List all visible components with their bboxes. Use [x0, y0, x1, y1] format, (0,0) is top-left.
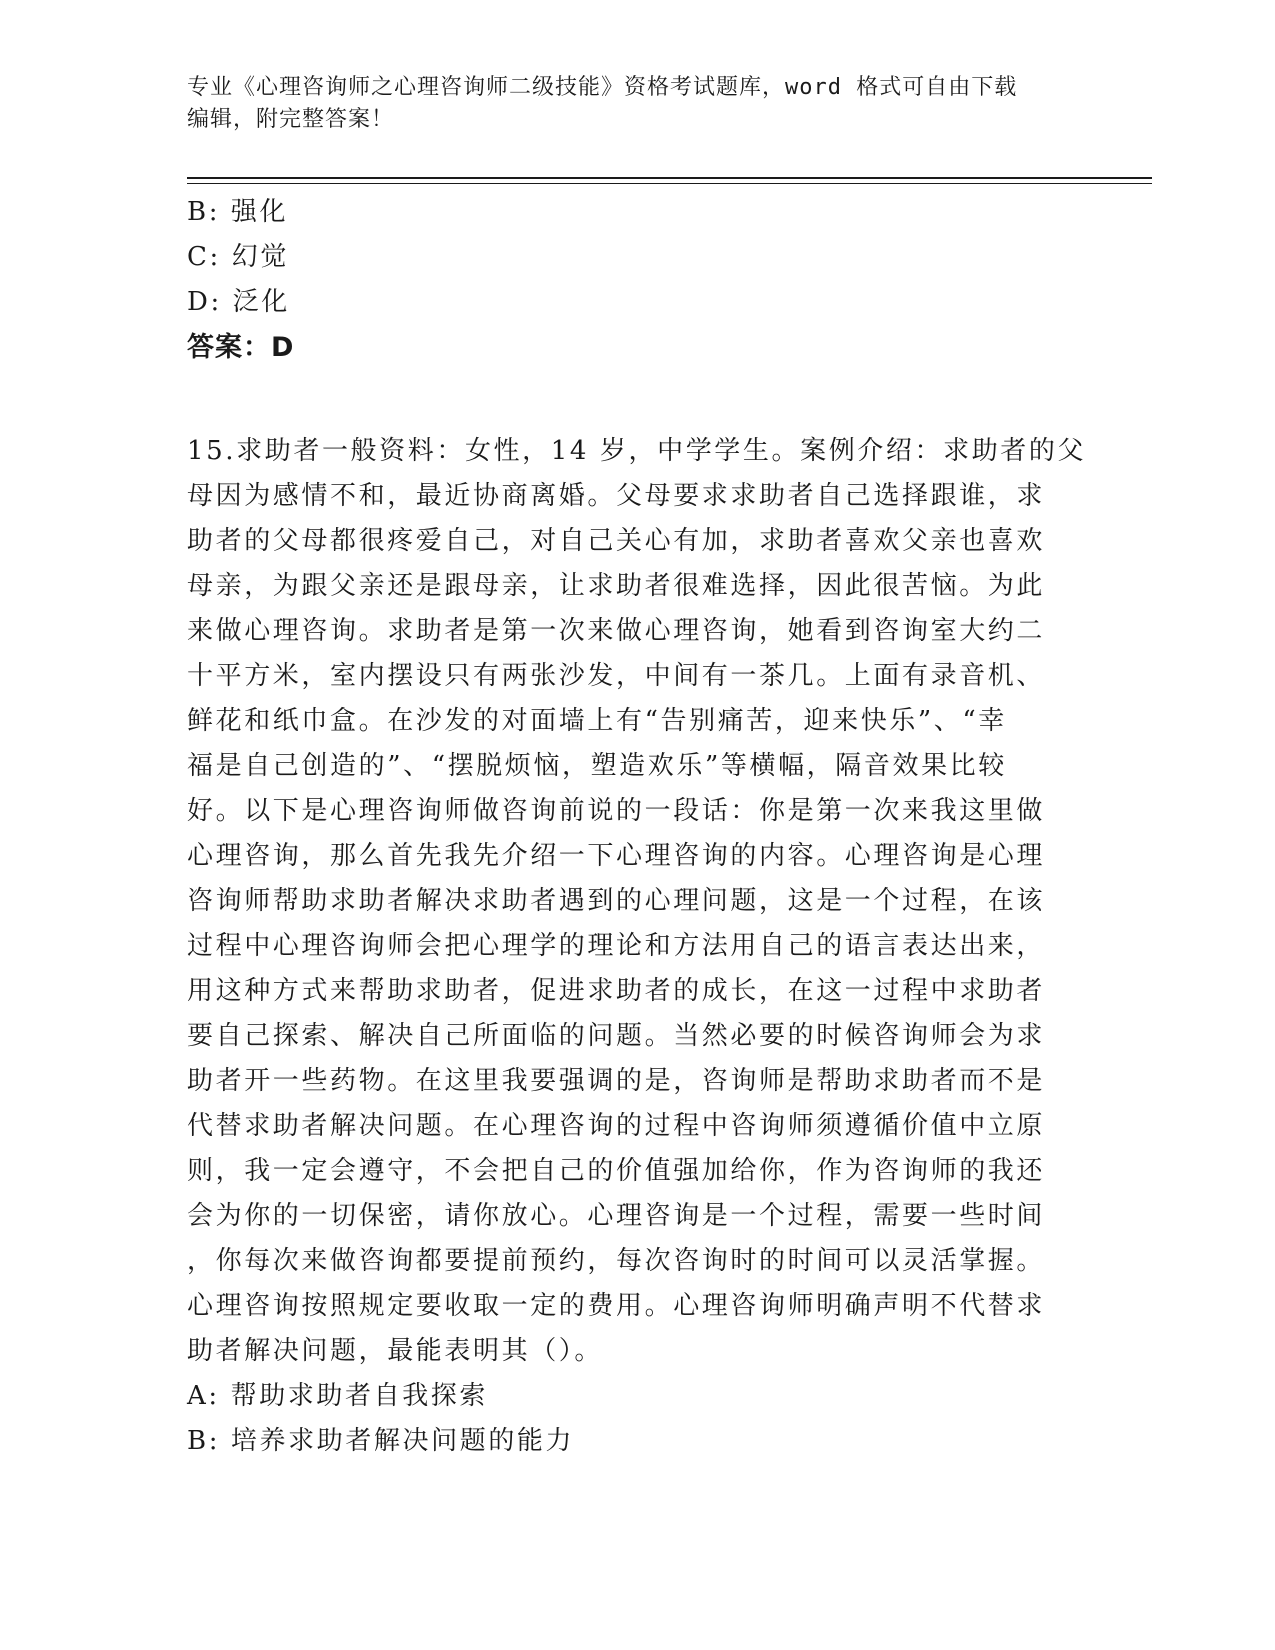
question-line: 十平方米，室内摆设只有两张沙发，中间有一茶几。上面有录音机、	[187, 661, 1046, 691]
question-line: 用这种方式来帮助求助者，促进求助者的成长，在这一过程中求助者	[187, 976, 1046, 1006]
question-line: 好。以下是心理咨询师做咨询前说的一段话：你是第一次来我这里做	[187, 796, 1046, 826]
question-line: 要自己探索、解决自己所面临的问题。当然必要的时候咨询师会为求	[187, 1021, 1046, 1051]
header-rule-thin	[187, 183, 1152, 184]
question-line: 母亲，为跟父亲还是跟母亲，让求助者很难选择，因此很苦恼。为此	[187, 571, 1046, 601]
question-line: 15.求助者一般资料：女性，14 岁，中学学生。案例介绍：求助者的父	[187, 436, 1087, 466]
question-line: 心理咨询按照规定要收取一定的费用。心理咨询师明确声明不代替求	[187, 1291, 1046, 1321]
header-line-2: 编辑，附完整答案！	[187, 107, 395, 132]
question-line: 母因为感情不和，最近协商离婚。父母要求求助者自己选择跟谁，求	[187, 481, 1046, 511]
question-line: ，你每次来做咨询都要提前预约，每次咨询时的时间可以灵活掌握。	[187, 1246, 1046, 1276]
question-line: 代替求助者解决问题。在心理咨询的过程中咨询师须遵循价值中立原	[187, 1111, 1046, 1141]
option-a: A: 帮助求助者自我探索	[187, 1381, 489, 1411]
option-c: C: 幻觉	[187, 242, 289, 272]
answer-line: 答案：D	[187, 332, 295, 363]
question-line: 助者解决问题，最能表明其（）。	[187, 1336, 604, 1366]
previous-question	[187, 190, 1072, 370]
option-d: D: 泛化	[187, 287, 290, 317]
question-line: 助者的父母都很疼爱自己，对自己关心有加，求助者喜欢父亲也喜欢	[187, 526, 1046, 556]
question-line: 来做心理咨询。求助者是第一次来做心理咨询，她看到咨询室大约二	[187, 616, 1046, 646]
question-line: 则，我一定会遵守，不会把自己的价值强加给你，作为咨询师的我还	[187, 1156, 1046, 1186]
question-line: 会为你的一切保密，请你放心。心理咨询是一个过程，需要一些时间	[187, 1201, 1046, 1231]
header-rule-thick	[187, 177, 1152, 179]
question-line: 心理咨询，那么首先我先介绍一下心理咨询的内容。心理咨询是心理	[187, 841, 1046, 871]
document-header	[187, 72, 1087, 136]
question-line: 福是自己创造的”、“摆脱烦恼，塑造欢乐”等横幅，隔音效果比较	[187, 751, 1007, 781]
document-body	[187, 190, 1087, 1464]
question-15	[187, 429, 1087, 1464]
question-15-text	[187, 429, 1087, 1374]
question-line: 鲜花和纸巾盒。在沙发的对面墙上有“告别痛苦，迎来快乐”、“幸	[187, 706, 1007, 736]
question-line: 过程中心理咨询师会把心理学的理论和方法用自己的语言表达出来，	[187, 931, 1046, 961]
question-line: 咨询师帮助求助者解决求助者遇到的心理问题，这是一个过程，在该	[187, 886, 1046, 916]
option-b: B: 强化	[187, 197, 289, 227]
option-b: B: 培养求助者解决问题的能力	[187, 1426, 575, 1456]
question-line: 助者开一些药物。在这里我要强调的是，咨询师是帮助求助者而不是	[187, 1066, 1046, 1096]
header-line-1: 专业《心理咨询师之心理咨询师二级技能》资格考试题库，word 格式可自由下载	[187, 75, 1018, 100]
